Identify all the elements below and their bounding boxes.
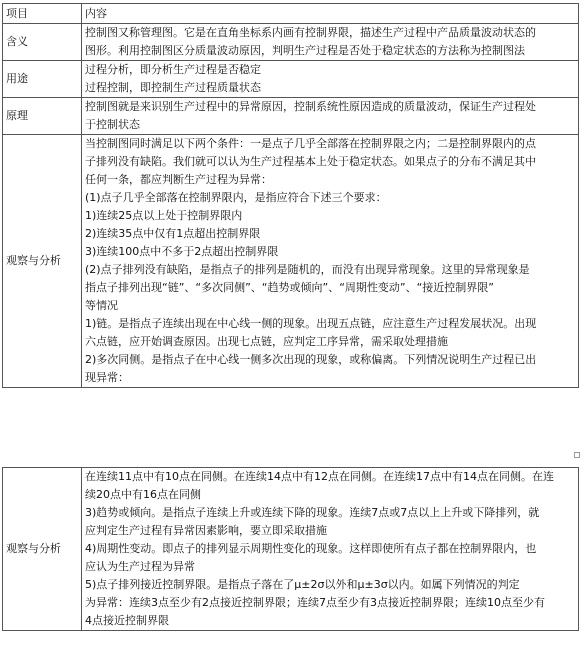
header-content: 内容 xyxy=(82,4,579,24)
table-row xyxy=(3,24,579,61)
content-line: 应判定生产过程有异常因素影响，要立即采取措施 xyxy=(85,524,327,537)
content-line: 2)多次同侧。是指点子在中心线一侧多次出现的现象，或称偏离。下列情况说明生产过程已出 xyxy=(85,353,537,366)
content-line: 图形。利用控制图区分质量波动原因，判明生产过程是否处于稳定状态的方法称为控制图法 xyxy=(85,44,525,57)
quality-control-table-part1 xyxy=(2,3,579,388)
content-line: 1)链。是指点子连续出现在中心线一侧的现象。出现五点链，应注意生产过程发展状况。出现 xyxy=(85,317,537,330)
content-line: 现异常： xyxy=(85,371,129,384)
row-label: 原理 xyxy=(3,98,82,135)
row-content xyxy=(82,24,579,61)
table-row xyxy=(3,135,579,388)
content-line: 4)周期性变动。即点子的排列显示周期性变化的现象。这样即使所有点子都在控制界限内，也 xyxy=(85,542,537,555)
table-row xyxy=(3,98,579,135)
content-line: 控制图就是来识别生产过程中的异常原因，控制系统性原因造成的质量波动，保证生产过程处 xyxy=(85,100,536,113)
content-line: 当控制图同时满足以下两个条件：一是点子几乎全部落在控制界限之内；二是控制界限内的点 xyxy=(85,137,536,150)
content-line: 为异常：连续3点至少有2点接近控制界限；连续7点至少有3点接近控制界限；连续10点至少有 xyxy=(85,596,545,609)
table-header-row xyxy=(3,4,579,24)
row-content xyxy=(82,98,579,135)
content-line: 3)连续100点中不多于2点超出控制界限 xyxy=(85,245,279,258)
content-line: 于控制状态 xyxy=(85,118,140,131)
content-line: 指点子排列出现“链”、“多次同侧”、“趋势或倾向”、“周期性变动”、“接近控制界限” xyxy=(85,281,494,294)
content-line: (2)点子排列没有缺陷，是指点子的排列是随机的，而没有出现异常现象。这里的异常现象是 xyxy=(85,263,530,276)
content-line: 控制图又称管理图。它是在直角坐标系内画有控制界限，描述生产过程中产品质量波动状态的 xyxy=(85,26,536,39)
table-resize-handle xyxy=(574,452,580,458)
table-row xyxy=(3,61,579,98)
row-label: 观察与分析 xyxy=(3,468,82,631)
quality-control-table-part2 xyxy=(2,467,579,631)
content-line: 六点链，应开始调查原因。出现七点链，应判定工序异常，需采取处理措施 xyxy=(85,335,448,348)
row-content xyxy=(82,61,579,98)
row-content xyxy=(82,468,579,631)
content-line: 2)连续35点中仅有1点超出控制界限 xyxy=(85,227,261,240)
content-line: 过程分析，即分析生产过程是否稳定 xyxy=(85,63,261,76)
content-line: (1)点子几乎全部落在控制界限内，是指应符合下述三个要求： xyxy=(85,191,387,204)
content-line: 1)连续25点以上处于控制界限内 xyxy=(85,209,243,222)
table-row xyxy=(3,468,579,631)
content-line: 子排列没有缺陷。我们就可以认为生产过程基本上处于稳定状态。如果点子的分布不满足其中 xyxy=(85,155,536,168)
content-line: 应认为生产过程为异常 xyxy=(85,560,195,573)
header-item: 项目 xyxy=(3,4,82,24)
content-line: 等情况 xyxy=(85,299,118,312)
content-line: 4点接近控制界限 xyxy=(85,614,169,627)
content-line: 3)趋势或倾向。是指点子连续上升或连续下降的现象。连续7点或7点以上上升或下降排列，就 xyxy=(85,506,540,519)
content-line: 5)点子排列接近控制界限。是指点子落在了μ±2σ以外和μ±3σ以内。如属下列情况的判定 xyxy=(85,578,520,591)
content-line: 任何一条，都应判断生产过程为异常： xyxy=(85,173,272,186)
row-label: 含义 xyxy=(3,24,82,61)
row-label: 用途 xyxy=(3,61,82,98)
content-line: 过程控制，即控制生产过程质量状态 xyxy=(85,81,261,94)
content-line: 续20点中有16点在同侧 xyxy=(85,488,201,501)
content-line: 在连续11点中有10点在同侧。在连续14点中有12点在同侧。在连续17点中有14点在同侧。在连 xyxy=(85,470,554,483)
row-content xyxy=(82,135,579,388)
row-label: 观察与分析 xyxy=(3,135,82,388)
